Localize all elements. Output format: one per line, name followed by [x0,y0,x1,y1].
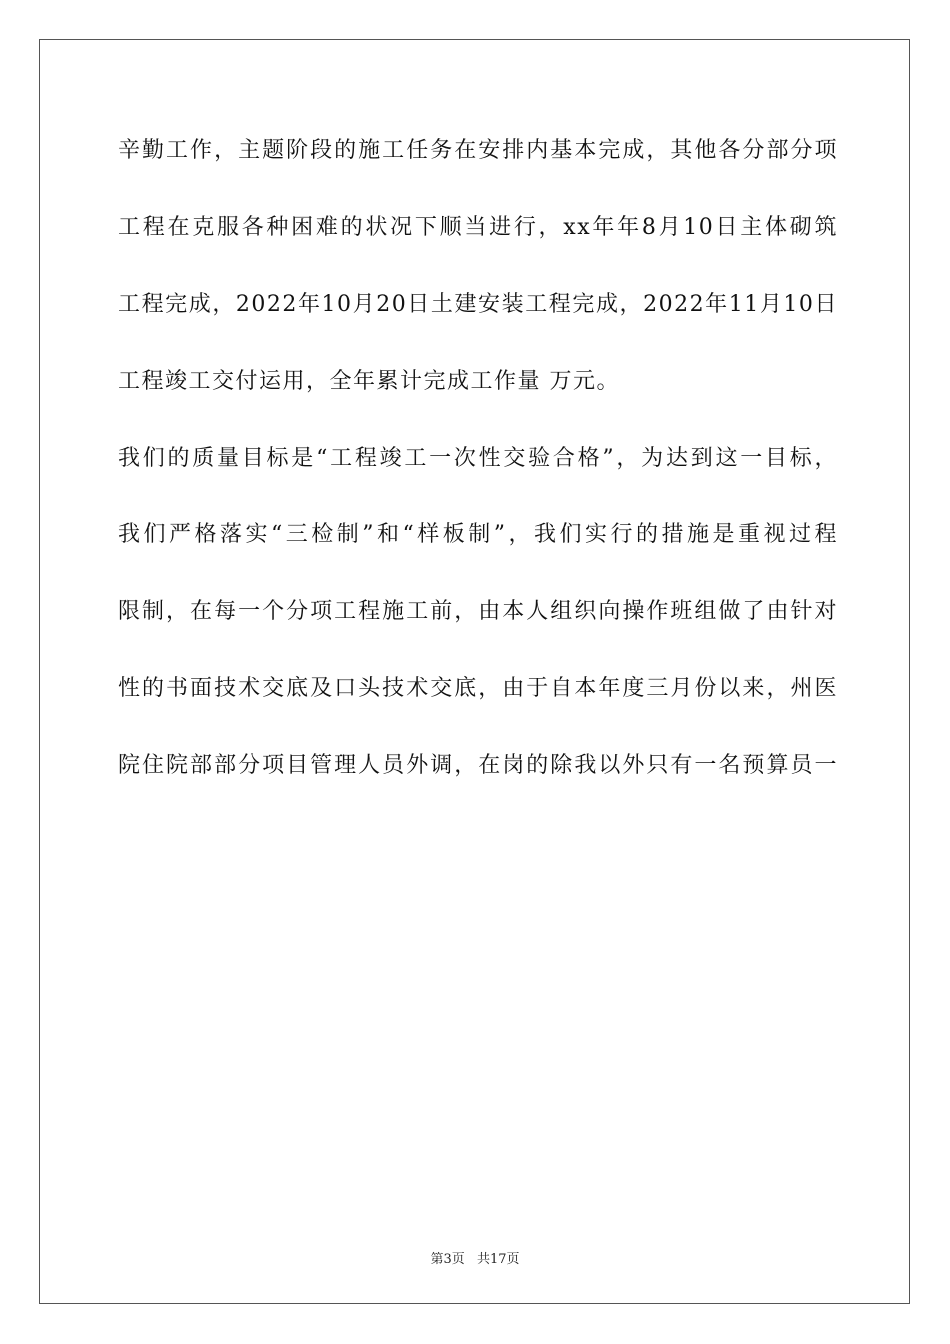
text-line: 我们严格落实“三检制”和“样板制”，我们实行的措施是重视过程 [118,522,838,548]
page-footer [0,1248,950,1267]
text-line: 工程完成，2022年10月20日土建安装工程完成，2022年11月10日 [118,291,838,317]
text-line: 工程竣工交付运用，全年累计完成工作量 万元。 [118,368,620,394]
text-line: 性的书面技术交底及口头技术交底，由于自本年度三月份以来，州医 [118,676,838,702]
document-body [118,132,838,824]
text-line: 院住院部部分项目管理人员外调，在岗的除我以外只有一名预算员一 [118,753,838,779]
text-line: 我们的质量目标是“工程竣工一次性交验合格”，为达到这一目标， [118,445,838,471]
text-line: 工程在克服各种困难的状况下顺当进行，xx年年8月10日主体砌筑 [118,214,838,240]
text-line: 限制，在每一个分项工程施工前，由本人组织向操作班组做了由针对 [118,599,838,625]
text-line: 辛勤工作，主题阶段的施工任务在安排内基本完成，其他各分部分项 [118,138,838,163]
page-number-current: 第3页 [430,1252,465,1267]
page-number-total: 共17页 [476,1252,520,1267]
